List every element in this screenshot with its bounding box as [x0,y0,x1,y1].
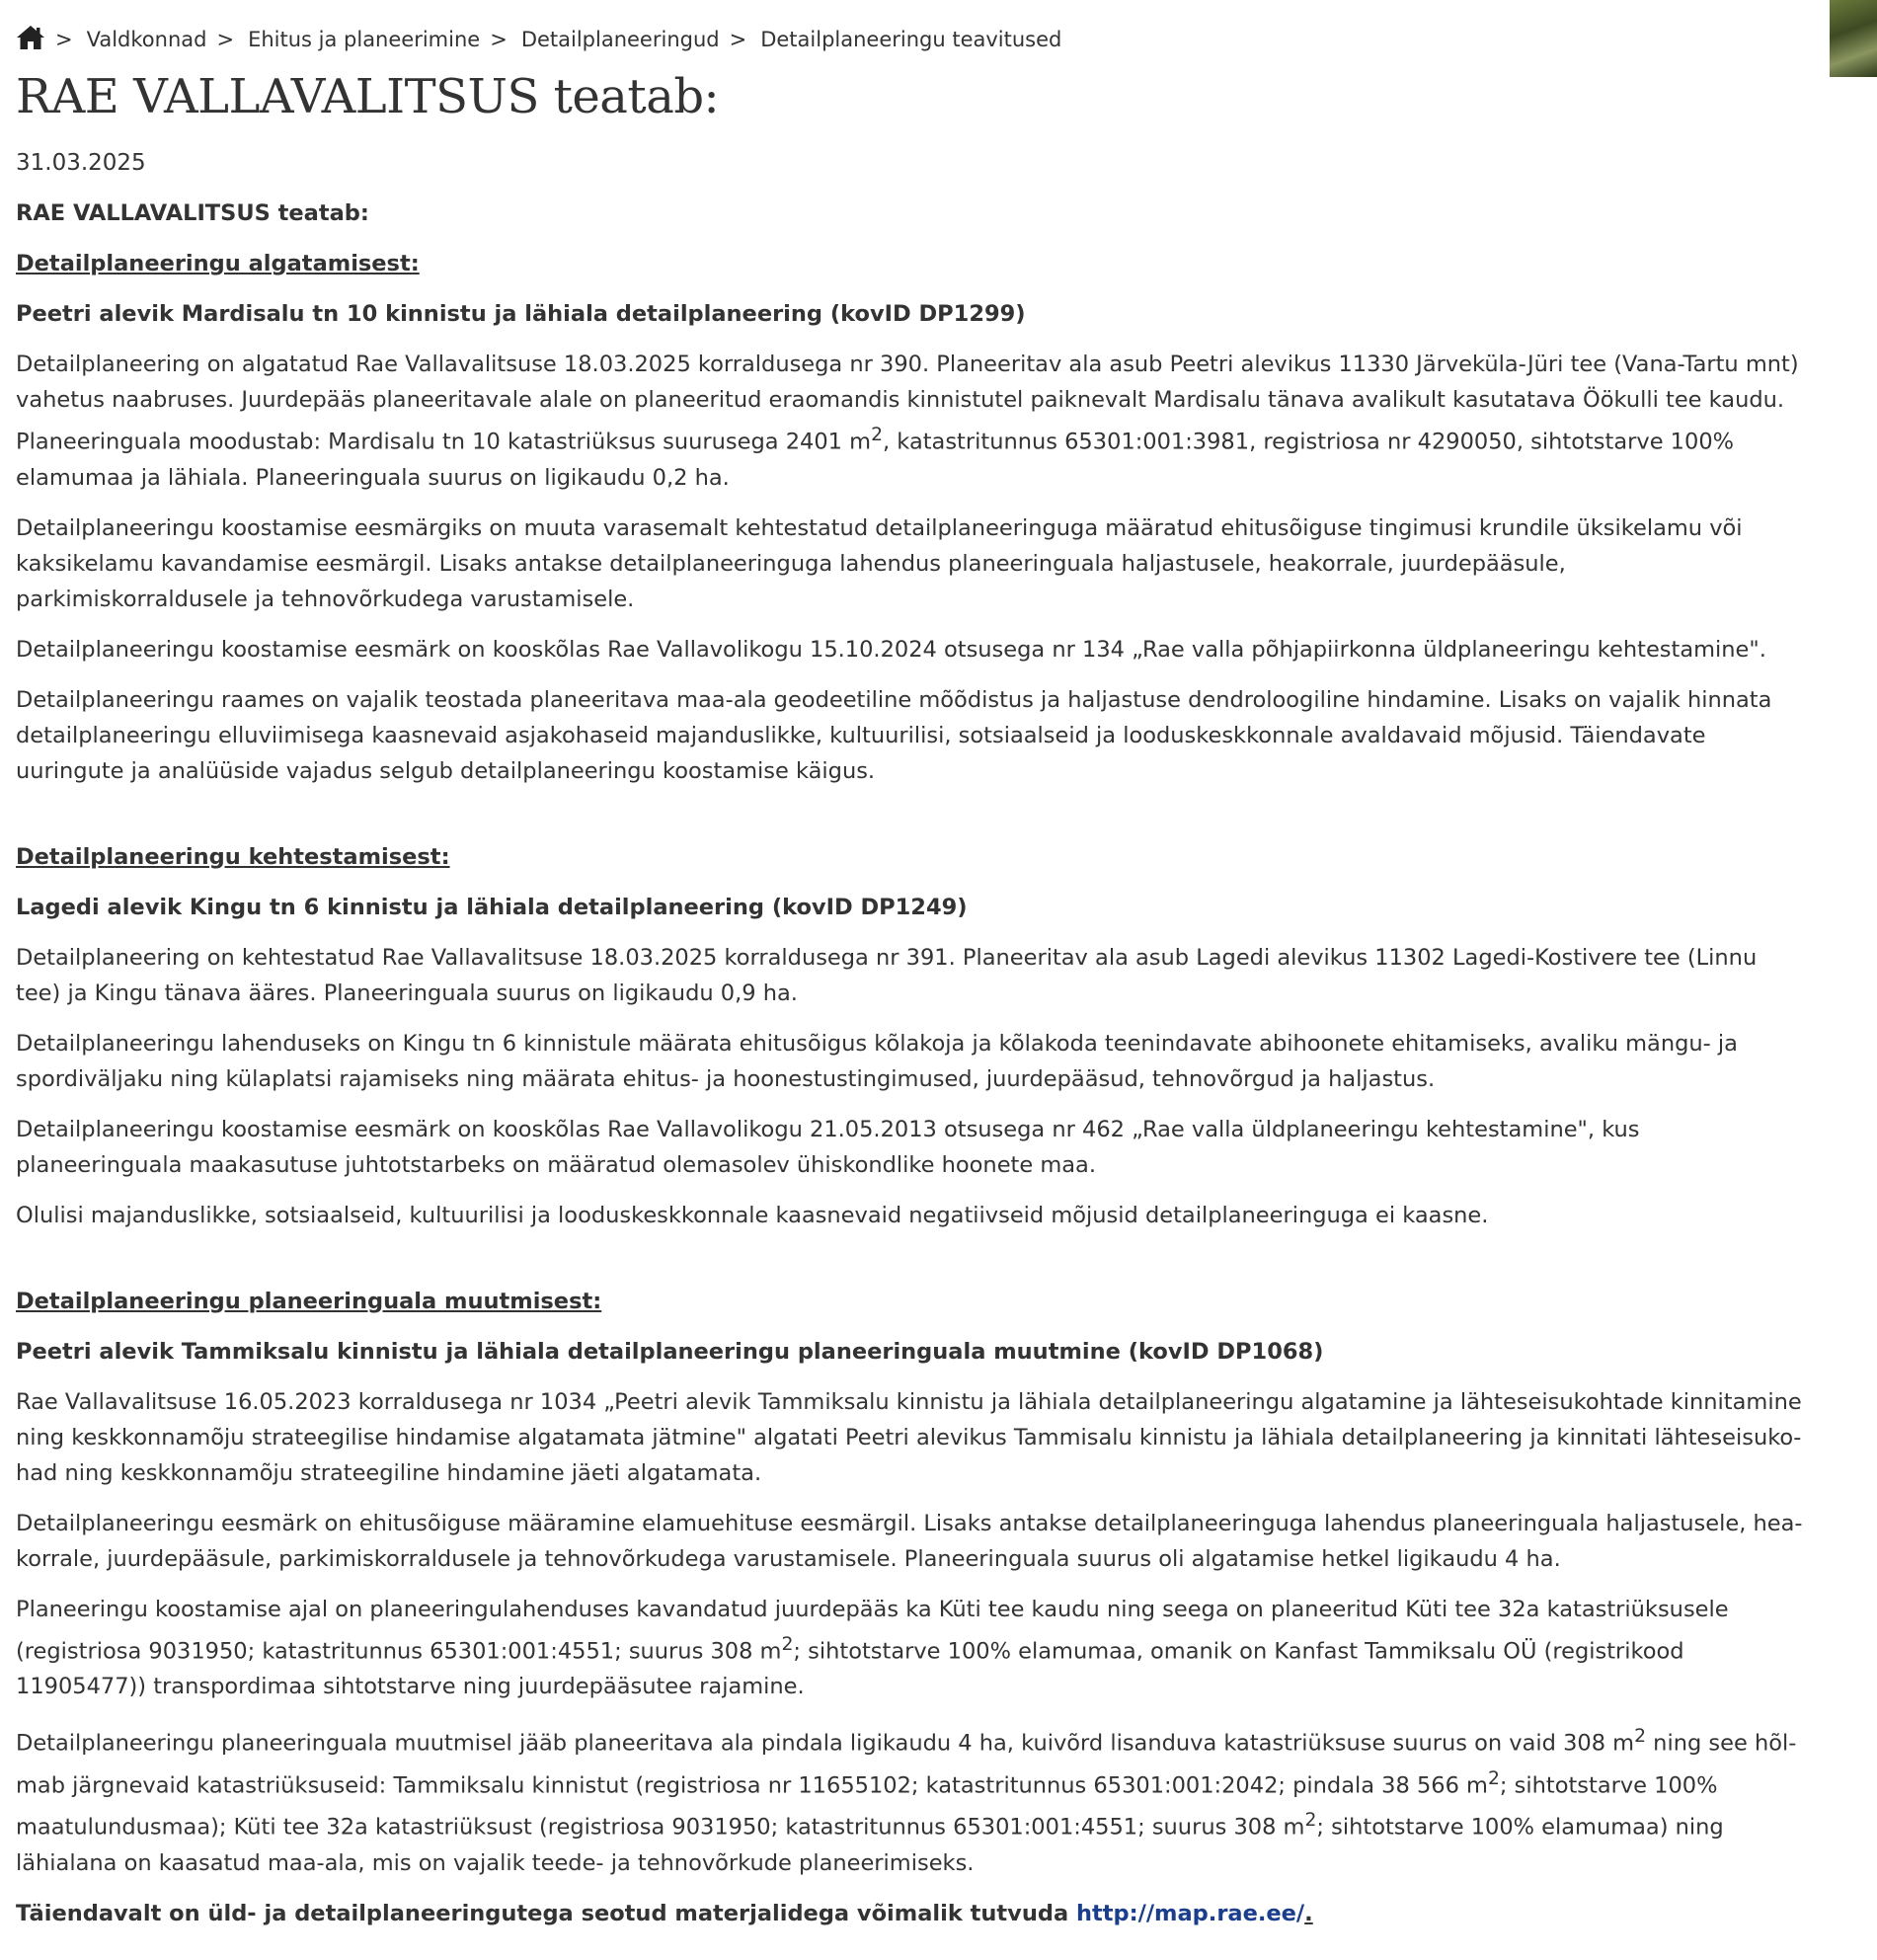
home-icon [16,24,45,51]
section1-paragraph-4: Detailplaneeringu raames on vajalik teostada planeeritava maa-ala geodeetiline mõõdistus ja haljastuse dendroloogiline hindamine. Lisaks on vajalik hinnata detailplaneeringu elluviimisega kaasnevaid asjakohaseid majanduslikke, kultuurilisi, sotsiaalseid ja looduskeskkonnale avaldavaid mõjusid. Täiendavate uuringute ja analüüside vajadus selgub detailplaneeringu koostamise käigus. [16,686,1772,784]
breadcrumb-separator: > [216,28,235,51]
article [16,20,1803,1946]
breadcrumb-separator: > [729,28,747,51]
map-link[interactable]: http://map.rae.ee/ [1075,1900,1305,1926]
section1-heading: Detailplaneeringu algatamisest: [16,251,420,276]
breadcrumb-item-valdkonnad[interactable]: Valdkonnad [86,28,207,51]
breadcrumb-separator: > [55,28,73,51]
text-run: ; sihtotstarve 100% elamumaa) ning lähialana on kaasatud maa-ala, mis on vajalik teede- ja tehnovõrkude planeerimiseks. [16,1814,1724,1876]
section2-subheading: Lagedi alevik Kingu tn 6 kinnistu ja lähiala detailplaneering (kovID DP1249) [16,894,968,920]
section3-heading: Detailplaneeringu planeeringuala muutmisest: [16,1288,602,1314]
section3-paragraph-1: Rae Vallavalitsuse 16.05.2023 korraldusega nr 1034 „Peetri alevik Tammiksalu kinnistu ja lähiala detailplaneeringu algatamine ja lähteseisukohtade kinnitamine ning keskkonnamõju strateegilise hindamise algatamata jätmine" algatati Peetri alevikus Tammisalu kinnistu ja lähiala detailplaneering ja kinnitati lähteseisukohad ning keskkonnamõju strateegiline hindamine jäeti algatamata. [16,1388,1802,1486]
corner-photo [1830,0,1877,77]
breadcrumb-separator: > [490,28,508,51]
text-run: Detailplaneering on algatatud Rae Vallavalitsuse 18.03.2025 korraldusega nr 390. Planeeritav ala asub Peetri alevikus 11330 Järveküla-Jüri tee (Vana-Tartu mnt) vahetus naabruses. Juurdepääs planeeritavale alale on planeeritud eraomandis kinnistutel paiknevalt Mardisalu tänava avalikult kasutatava Öökulli tee kaudu. Planeeringuala moodustab: Mardisalu tn 10 katastriüksus suurusega 2401 m [16,352,1799,455]
text-run: Detailplaneeringu planeeringuala muutmisel jääb planeeritava ala pindala ligikaudu 4 ha, kuivõrd lisanduva katastriüksuse suurus on vaid 308 m [16,1730,1635,1757]
section1-subheading: Peetri alevik Mardisalu tn 10 kinnistu ja lähiala detailplaneering (kovID DP1299) [16,301,1026,327]
superscript: 2 [1634,1726,1647,1747]
section2-paragraph-4: Olulisi majanduslikke, sotsiaalseid, kultuurilisi ja looduskeskkonnale kaasnevaid negatiivseid mõjusid detailplaneeringuga ei kaasne. [16,1202,1489,1228]
section3-paragraph-4 [16,1719,1803,1881]
section1-paragraph-3: Detailplaneeringu koostamise eesmärk on kooskõlas Rae Vallavolikogu 15.10.2024 otsusega nr 134 „Rae valla põhjapiirkonna üldplaneeringu kehtestamine". [16,636,1766,663]
superscript: 2 [1304,1810,1317,1831]
breadcrumb [16,20,1803,59]
section1-paragraph-1 [16,347,1803,496]
section2-heading: Detailplaneeringu kehtestamisest: [16,843,450,870]
superscript: 2 [781,1633,794,1655]
section3-paragraph-2: Detailplaneeringu eesmärk on ehitusõiguse määramine elamuehituse eesmärgil. Lisaks antakse detailplaneeringuga lahendus planeeringuala haljastusele, heakorrale, juurdepääsule, parkimiskorraldusele ja tehnovõrkudega varustamisele. Planeeringuala suurus oli algatamise hetkel ligikaudu 4 ha. [16,1510,1803,1572]
superscript: 2 [871,425,883,445]
spacer [16,1248,1803,1284]
home-link[interactable] [16,24,45,56]
footer-text: Täiendavalt on üld- ja detailplaneeringutega seotud materjalidega võimalik tutvuda [16,1900,1076,1926]
text-run: Planeeringu koostamise ajal on planeeringulahenduses kavandatud juurdepääs ka Küti tee kaudu ning seega on planeeritud Küti tee 32a katastriüksusele (registriosa 9031950; katastritunnus 65301:001:4551; suurus 308 m [16,1596,1729,1664]
breadcrumb-item-detailplaneeringud[interactable]: Detailplaneeringud [520,28,720,51]
section2-paragraph-3: Detailplaneeringu koostamise eesmärk on kooskõlas Rae Vallavolikogu 21.05.2013 otsusega nr 462 „Rae valla üldplaneeringu kehtestamine", kus planeeringuala maakasutuse juhtotstarbeks on määratud olemasolev ühiskondlike hoonete maa. [16,1116,1640,1178]
publish-date: 31.03.2025 [16,150,146,176]
section3-subheading: Peetri alevik Tammiksalu kinnistu ja lähiala detailplaneeringu planeeringuala muutmine (kovID DP1068) [16,1338,1324,1365]
section2-paragraph-2: Detailplaneeringu lahenduseks on Kingu tn 6 kinnistule määrata ehitusõigus kõlakoja ja kõlakoda teenindavate abihoonete ehitamiseks, avaliku mängu- ja spordiväljaku ning külaplatsi rajamiseks ning määrata ehitus- ja hoonestustingimused, juurdepääsud, tehnovõrgud ja haljastus. [16,1030,1738,1092]
text-run: ; sihtotstarve 100% maatulundusmaa); Küti tee 32a katastriüksust (registriosa 9031950; katastritunnus 65301:001:4551; suurus 308 m [16,1772,1718,1841]
breadcrumb-item-teavitused[interactable]: Detailplaneeringu teavitused [760,28,1062,51]
page-title: RAE VALLAVALITSUS teatab: [16,69,720,124]
section3-paragraph-3 [16,1592,1803,1705]
intro-line: RAE VALLAVALITSUS teatab: [16,200,369,226]
text-run: ning see hõlmab järgnevaid katastriüksuseid: Tammiksalu kinnistut (registriosa nr 11655102; katastritunnus 65301:001:2042; pindala 38 566 m [16,1730,1797,1798]
footer-trailing: . [1304,1900,1313,1926]
text-run: ; sihtotstarve 100% elamumaa, omanik on Kanfast Tammiksalu OÜ (registrikood 11905477)) transpordimaa sihtotstarve ning juurdepääsutee rajamine. [16,1638,1684,1699]
section1-paragraph-2: Detailplaneeringu koostamise eesmärgiks on muuta varasemalt kehtestatud detailplaneeringuga määratud ehitusõiguse tingimusi krundile üksikelamu või kaksikelamu kavandamise eesmärgil. Lisaks antakse detailplaneeringuga lahendus planeeringuala haljastusele, heakorrale, juurdepääsule, parkimiskorraldusele ja tehnovõrkudega varustamisele. [16,514,1743,612]
breadcrumb-item-ehitus[interactable]: Ehitus ja planeerimine [248,28,481,51]
footer-note [16,1896,1803,1931]
superscript: 2 [1487,1767,1500,1789]
section2-paragraph-1: Detailplaneering on kehtestatud Rae Vallavalitsuse 18.03.2025 korraldusega nr 391. Planeeritav ala asub Lagedi alevikus 11302 Lagedi-Kostivere tee (Linnu tee) ja Kingu tänava ääres. Planeeringuala suurus on ligikaudu 0,9 ha. [16,944,1758,1006]
spacer [16,804,1803,839]
text-run: , katastritunnus 65301:001:3981, registriosa nr 4290050, sihtotstarve 100% elamumaa ja lähiala. Planeeringuala suurus on ligikaudu 0,2 ha. [16,429,1735,491]
